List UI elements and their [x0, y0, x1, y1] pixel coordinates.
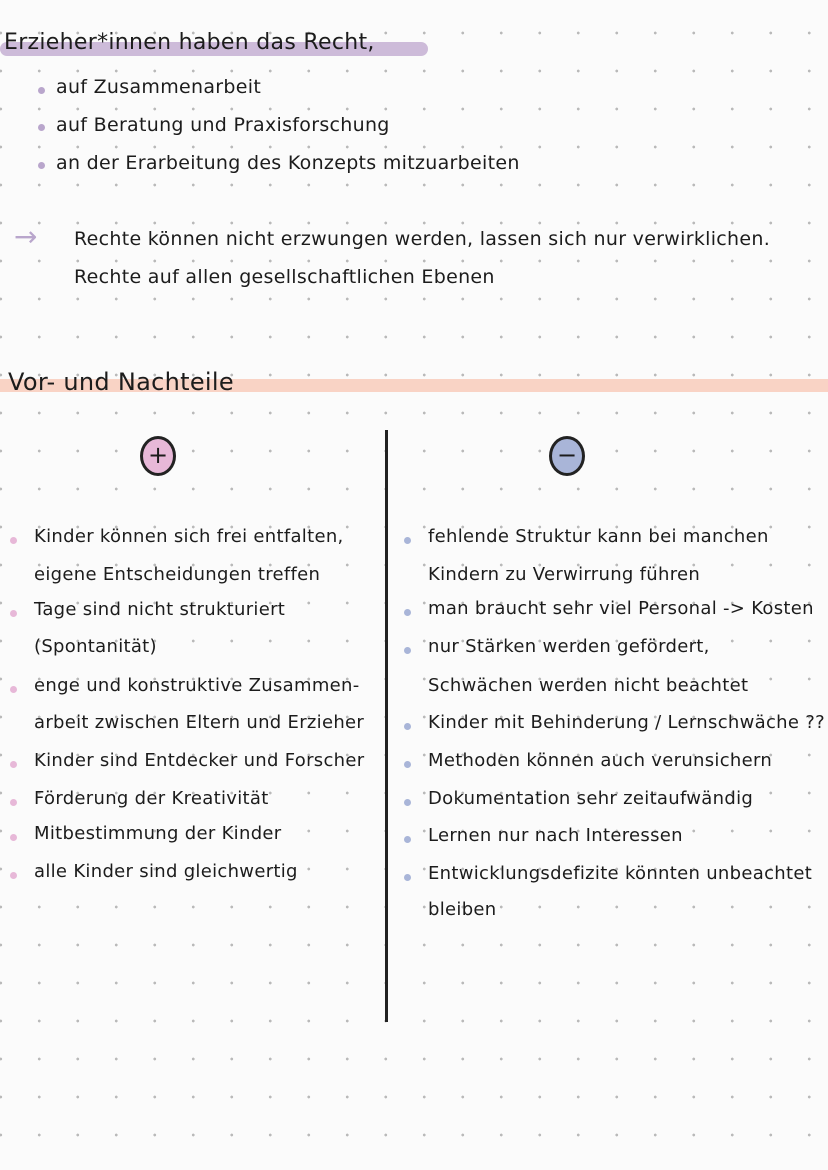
- bullet-icon: [404, 761, 411, 768]
- bullet-icon: [10, 686, 17, 693]
- list-item: Schwächen werden nicht beachtet: [428, 675, 749, 696]
- bullet-icon: [10, 834, 17, 841]
- bullet-icon: [404, 609, 411, 616]
- column-divider: [385, 430, 388, 1022]
- list-item: eigene Entscheidungen treffen: [34, 564, 321, 585]
- list-item: bleiben: [428, 899, 497, 920]
- list-item: Mitbestimmung der Kinder: [34, 823, 282, 844]
- list-item: auf Beratung und Praxisforschung: [56, 114, 390, 136]
- note-line: Rechte auf allen gesellschaftlichen Ebenen: [74, 266, 495, 288]
- minus-icon: −: [549, 436, 585, 476]
- list-item: (Spontanität): [34, 636, 157, 657]
- list-item: fehlende Struktur kann bei manchen: [428, 526, 769, 547]
- section2-heading: Vor- und Nachteile: [8, 368, 234, 396]
- section1-heading: Erzieher*innen haben das Recht,: [4, 30, 375, 55]
- bullet-icon: [404, 723, 411, 730]
- list-item: man braucht sehr viel Personal -> Kosten: [428, 598, 814, 619]
- bullet-icon: [38, 124, 45, 131]
- list-item: nur Stärken werden gefördert,: [428, 636, 710, 657]
- bullet-icon: [38, 87, 45, 94]
- arrow-icon: →: [14, 220, 38, 253]
- list-item: arbeit zwischen Eltern und Erzieher: [34, 712, 365, 733]
- bullet-icon: [10, 872, 17, 879]
- list-item: Lernen nur nach Interessen: [428, 825, 683, 846]
- list-item: auf Zusammenarbeit: [56, 76, 262, 98]
- bullet-icon: [404, 537, 411, 544]
- note-line: Rechte können nicht erzwungen werden, lassen sich nur verwirklichen.: [74, 228, 771, 250]
- list-item: an der Erarbeitung des Konzepts mitzuarbeiten: [56, 152, 520, 174]
- list-item: Kinder mit Behinderung / Lernschwäche ??: [428, 712, 825, 733]
- list-item: Entwicklungsdefizite könnten unbeachtet: [428, 863, 813, 884]
- bullet-icon: [10, 761, 17, 768]
- list-item: Kindern zu Verwirrung führen: [428, 564, 701, 585]
- bullet-icon: [38, 162, 45, 169]
- list-item: Dokumentation sehr zeitaufwändig: [428, 788, 754, 809]
- bullet-icon: [404, 647, 411, 654]
- bullet-icon: [10, 537, 17, 544]
- list-item: Kinder sind Entdecker und Forscher: [34, 750, 365, 771]
- list-item: alle Kinder sind gleichwertig: [34, 861, 298, 882]
- plus-icon: +: [140, 436, 176, 476]
- bullet-icon: [404, 836, 411, 843]
- list-item: Tage sind nicht strukturiert: [34, 599, 286, 620]
- list-item: Kinder können sich frei entfalten,: [34, 526, 344, 547]
- bullet-icon: [10, 799, 17, 806]
- list-item: Förderung der Kreativität: [34, 788, 269, 809]
- bullet-icon: [10, 610, 17, 617]
- list-item: enge und konstruktive Zusammen-: [34, 675, 360, 696]
- list-item: Methoden können auch verunsichern: [428, 750, 773, 771]
- bullet-icon: [404, 799, 411, 806]
- bullet-icon: [404, 874, 411, 881]
